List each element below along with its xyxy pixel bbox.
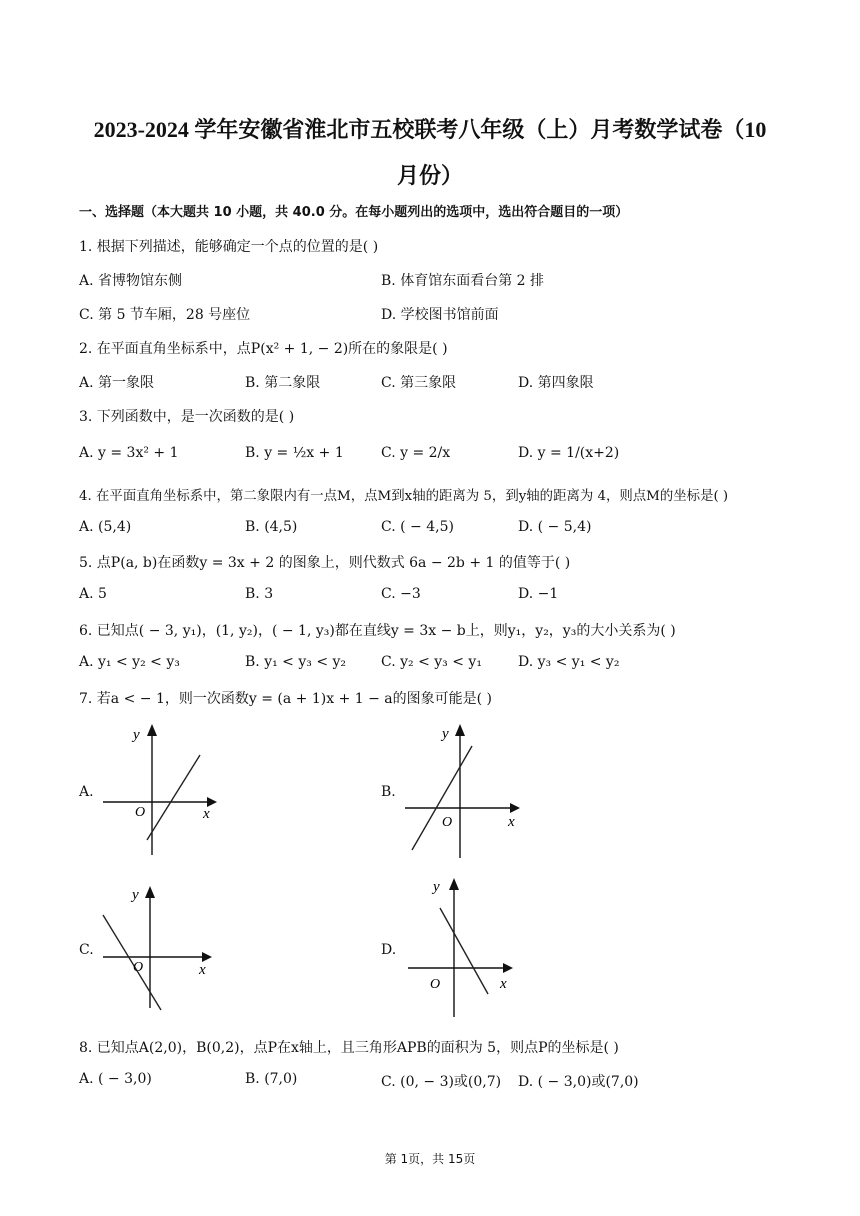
- question-7-option-b-label: B.: [381, 784, 396, 800]
- question-5-option-a: A. 5: [79, 586, 107, 602]
- origin-label: O: [442, 815, 453, 830]
- question-6-option-b: B. y₁ < y₃ < y₂: [245, 654, 347, 670]
- section-heading: 一、选择题（本大题共 10 小题，共 40.0 分。在每小题列出的选项中，选出符合题目的一项）: [79, 205, 629, 220]
- question-2-stem: 2. 在平面直角坐标系中，点P(x² + 1, − 2)所在的象限是( ): [79, 341, 448, 357]
- y-axis-label: y: [433, 879, 440, 895]
- graph-c: [95, 880, 225, 1015]
- question-3-option-c: C. y = 2/x: [381, 445, 451, 461]
- question-5-option-d: D. −1: [518, 586, 559, 602]
- page-footer: 第 1页，共 15页: [384, 1152, 476, 1166]
- page-title-line1: 2023-2024 学年安徽省淮北市五校联考八年级（上）月考数学试卷（10: [93, 117, 767, 142]
- page-title-line2: 月份）: [396, 163, 463, 188]
- question-1-stem: 1. 根据下列描述，能够确定一个点的位置的是( ): [79, 239, 379, 255]
- x-axis-arrow-icon: [510, 803, 520, 813]
- question-5-option-b: B. 3: [245, 586, 274, 602]
- question-8-option-c: C. (0, − 3)或(0,7): [381, 1074, 502, 1090]
- x-axis-arrow-icon: [503, 963, 513, 973]
- x-axis-label: x: [500, 976, 507, 992]
- question-6-option-d: D. y₃ < y₁ < y₂: [518, 654, 620, 670]
- graph-a: [95, 720, 225, 860]
- question-4-stem: 4. 在平面直角坐标系中，第二象限内有一点M，点M到x轴的距离为 5，到y轴的距离为 4，则点M的坐标是( ): [79, 489, 729, 504]
- question-7-option-d-label: D.: [381, 942, 397, 958]
- graph-d: [400, 872, 530, 1022]
- origin-label: O: [430, 977, 441, 992]
- graph-line: [412, 746, 472, 850]
- y-axis-label: y: [442, 726, 449, 742]
- graph-line: [147, 755, 200, 840]
- question-7-option-c-label: C.: [79, 942, 94, 958]
- question-6-stem: 6. 已知点( − 3, y₁)，(1, y₂)，( − 1, y₃)都在直线y = 3x − b上，则y₁，y₂，y₃的大小关系为( ): [79, 623, 676, 639]
- question-2-option-a: A. 第一象限: [79, 375, 155, 391]
- y-axis-arrow-icon: [145, 886, 155, 898]
- question-8-stem: 8. 已知点A(2,0)，B(0,2)，点P在x轴上，且三角形APB的面积为 5，则点P的坐标是( ): [79, 1040, 619, 1056]
- y-axis-arrow-icon: [455, 724, 465, 736]
- question-4-option-a: A. (5,4): [79, 519, 132, 535]
- question-8-option-a: A. ( − 3,0): [79, 1071, 152, 1087]
- question-3-stem: 3. 下列函数中，是一次函数的是( ): [79, 409, 295, 425]
- question-6-option-c: C. y₂ < y₃ < y₁: [381, 654, 482, 670]
- origin-label: O: [133, 960, 144, 975]
- question-2-option-c: C. 第三象限: [381, 375, 457, 391]
- y-axis-label: y: [133, 727, 140, 743]
- question-8-option-d: D. ( − 3,0)或(7,0): [518, 1074, 639, 1090]
- question-4-option-c: C. ( − 4,5): [381, 519, 454, 535]
- x-axis-arrow-icon: [202, 952, 212, 962]
- question-7-stem: 7. 若a < − 1，则一次函数y = (a + 1)x + 1 − a的图象可能是( ): [79, 691, 493, 707]
- question-5-stem: 5. 点P(a, b)在函数y = 3x + 2 的图象上，则代数式 6a − 2b + 1 的值等于( ): [79, 555, 571, 571]
- x-axis-label: x: [199, 962, 206, 978]
- question-2-option-d: D. 第四象限: [518, 375, 594, 391]
- graph-line: [440, 908, 488, 994]
- x-axis-label: x: [508, 814, 515, 830]
- question-5-option-c: C. −3: [381, 586, 421, 602]
- question-7-option-a-label: A.: [79, 784, 94, 800]
- question-3-option-b: B. y = ½x + 1: [245, 445, 344, 461]
- origin-label: O: [135, 805, 146, 820]
- question-3-option-a: A. y = 3x² + 1: [79, 445, 179, 461]
- x-axis-label: x: [203, 806, 210, 822]
- question-4-option-b: B. (4,5): [245, 519, 298, 535]
- y-axis-label: y: [132, 887, 139, 903]
- question-6-option-a: A. y₁ < y₂ < y₃: [79, 654, 180, 670]
- question-8-option-b: B. (7,0): [245, 1071, 298, 1087]
- question-2-option-b: B. 第二象限: [245, 375, 321, 391]
- question-1-option-b: B. 体育馆东面看台第 2 排: [381, 273, 544, 289]
- question-3-option-d: D. y = 1/(x+2): [518, 445, 620, 461]
- question-4-option-d: D. ( − 5,4): [518, 519, 592, 535]
- question-1-option-a: A. 省博物馆东侧: [79, 273, 183, 289]
- graph-line: [103, 915, 161, 1010]
- y-axis-arrow-icon: [147, 724, 157, 736]
- question-1-option-d: D. 学校图书馆前面: [381, 307, 499, 323]
- y-axis-arrow-icon: [449, 878, 459, 890]
- graph-b: [400, 718, 530, 863]
- question-1-option-c: C. 第 5 节车厢，28 号座位: [79, 307, 251, 323]
